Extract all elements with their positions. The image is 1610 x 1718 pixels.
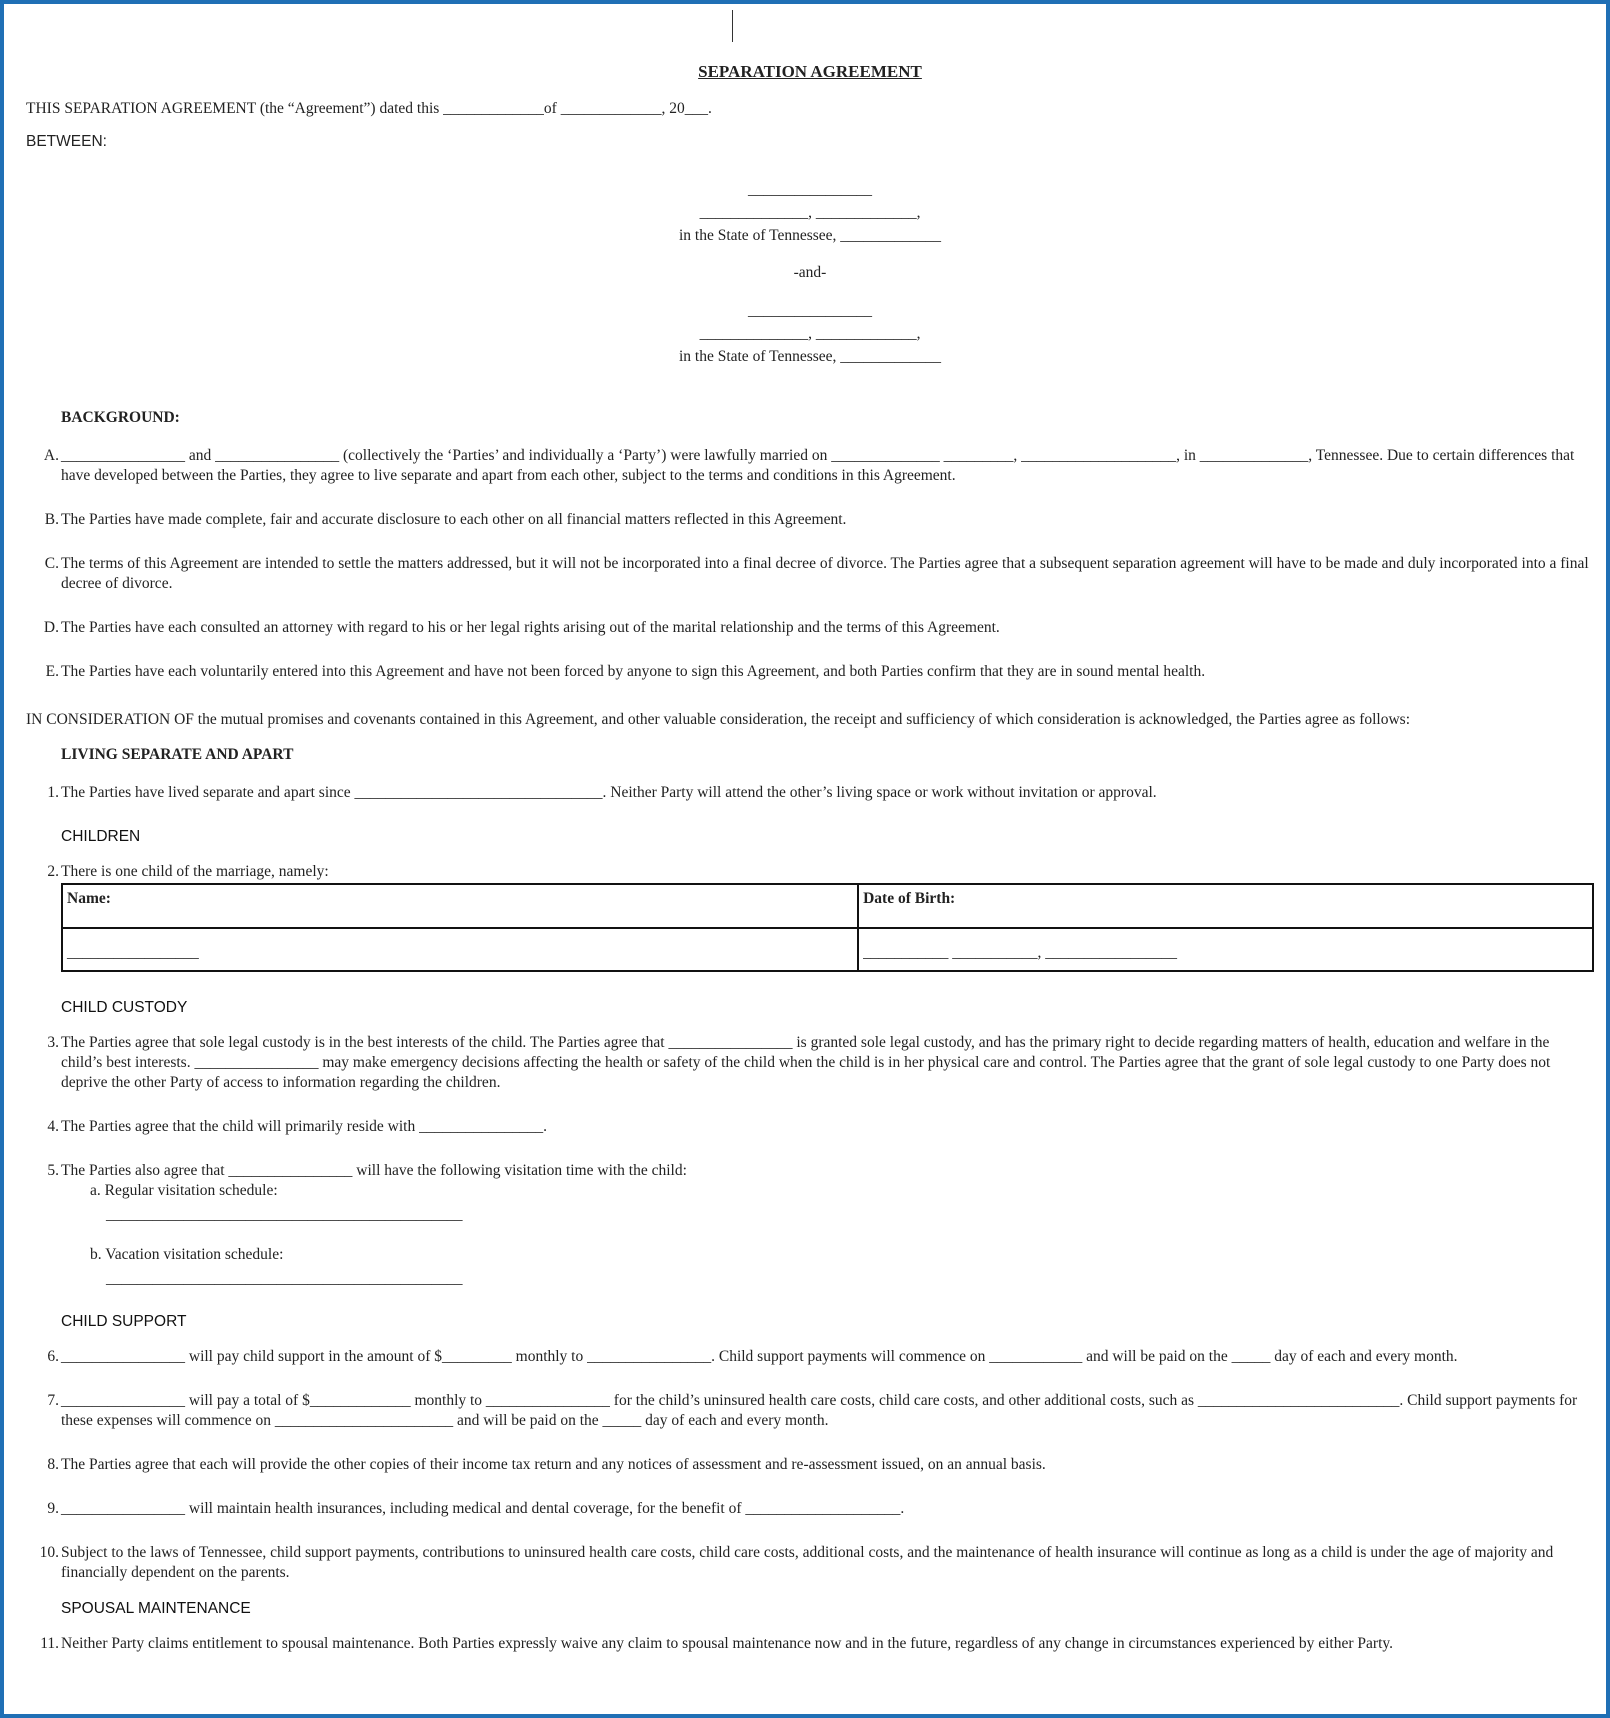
spousal-heading: SPOUSAL MAINTENANCE bbox=[61, 1600, 251, 1617]
clause-10: 10. Subject to the laws of Tennessee, child support payments, contributions to uninsured health care costs, child care costs, additional costs, and the maintenance of health insurance will continue as long as a child is under the age of majority and financially dependent on the parents. bbox=[39, 1544, 1554, 1581]
children-heading: CHILDREN bbox=[61, 828, 141, 845]
children-table bbox=[61, 883, 1594, 972]
party-one-name: ________________ bbox=[748, 181, 872, 198]
table-header-row bbox=[62, 884, 1593, 928]
clause-4: 4. The Parties agree that the child will primarily reside with ________________. bbox=[47, 1118, 547, 1135]
clause-11: 11. Neither Party claims entitlement to spousal maintenance. Both Parties expressly waive any claim to spousal maintenance now and in the future, regardless of any change in circumstances experienced by either Party. bbox=[40, 1635, 1393, 1652]
document-title: SEPARATION AGREEMENT bbox=[698, 62, 922, 81]
child-support-heading: CHILD SUPPORT bbox=[61, 1313, 187, 1330]
clause-1: 1. The Parties have lived separate and apart since ________________________________. Neither Party will attend the other’s living space or work without invitation or approval. bbox=[47, 784, 1157, 801]
intro-paragraph: THIS SEPARATION AGREEMENT (the “Agreement”) dated this _____________of _____________, 20___. bbox=[26, 100, 712, 117]
background-item-b: B. The Parties have made complete, fair and accurate disclosure to each other on all financial matters reflected in this Agreement. bbox=[44, 511, 847, 528]
clause-3: 3. The Parties agree that sole legal custody is in the best interests of the child. The Parties agree that ________________ is granted sole legal custody, and has the primary right to decide regarding matters of health, education and welfare in the child’s best interests. ________________ may make emergency decisions affecting the health or safety of the child when the child is in her physical care and control. The Parties agree that the grant of sole legal custody to one Party does not deprive the other Party of access to information regarding the children. bbox=[47, 1034, 1551, 1091]
text-cursor bbox=[732, 10, 733, 42]
background-item-d: D. The Parties have each consulted an attorney with regard to his or her legal rights arising out of the marital relationship and the terms of this Agreement. bbox=[43, 619, 1000, 636]
visitation-regular-label: a. Regular visitation schedule: bbox=[90, 1182, 278, 1199]
name-column-header: Name: bbox=[62, 884, 858, 928]
background-heading: BACKGROUND: bbox=[61, 409, 180, 426]
party-two-state: in the State of Tennessee, _____________ bbox=[678, 348, 942, 365]
clause-8: 8. The Parties agree that each will provide the other copies of their income tax return and any notices of assessment and re-assessment issued, on an annual basis. bbox=[47, 1456, 1046, 1473]
party-one-block bbox=[26, 178, 1594, 247]
clause-7: 7. ________________ will pay a total of $_____________ monthly to ________________ for the child’s uninsured health care costs, child care costs, and other additional costs, such as __________________________. Child support payments for these expenses will commence on _______________________ and will be paid on the _____ day of each and every month. bbox=[47, 1392, 1578, 1429]
party-one-address: ______________, _____________, bbox=[699, 204, 921, 221]
background-item-e: E. The Parties have each voluntarily entered into this Agreement and have not been forced by anyone to sign this Agreement, and both Parties confirm that they are in sound mental health. bbox=[45, 663, 1206, 680]
table-row bbox=[62, 928, 1593, 971]
child-name-cell[interactable]: _________________ bbox=[62, 928, 858, 971]
background-item-a: A. ________________ and ________________ (collectively the ‘Parties’ and individually a ‘Party’) were lawfully married on ______________ _________, ____________________, in ______________, Tennessee. Due to certain differences that have developed between the Parties, they agree to live separate and apart from each other, subject to the terms and conditions in this Agreement. bbox=[43, 447, 1575, 484]
clause-2: 2. There is one child of the marriage, namely: bbox=[47, 863, 329, 880]
party-two-name: ________________ bbox=[748, 302, 872, 319]
consideration-paragraph: IN CONSIDERATION OF the mutual promises and covenants contained in this Agreement, and other valuable consideration, the receipt and sufficiency of which consideration is acknowledged, the Parties agree as follows: bbox=[26, 711, 1411, 728]
background-item-c: C. The terms of this Agreement are intended to settle the matters addressed, but it will not be incorporated into a final decree of divorce. The Parties agree that a subsequent separation agreement will have to be made and duly incorporated into a final decree of divorce. bbox=[44, 555, 1589, 592]
clause-6: 6. ________________ will pay child support in the amount of $_________ monthly to ________________. Child support payments will commence on ____________ and will be paid on the _____ day of each and every month. bbox=[47, 1348, 1458, 1365]
and-separator: -and- bbox=[793, 264, 827, 281]
custody-heading: CHILD CUSTODY bbox=[61, 999, 188, 1016]
document-page bbox=[26, 56, 1594, 1678]
party-two-block bbox=[26, 299, 1594, 368]
clause-5: 5. The Parties also agree that ________________ will have the following visitation time with the child: bbox=[47, 1162, 687, 1179]
clause-9: 9. ________________ will maintain health insurances, including medical and dental coverage, for the benefit of ____________________. bbox=[47, 1500, 905, 1517]
child-dob-cell[interactable]: ___________ ___________, _________________ bbox=[858, 928, 1593, 971]
living-heading: LIVING SEPARATE AND APART bbox=[61, 746, 294, 763]
visitation-vacation-label: b. Vacation visitation schedule: bbox=[90, 1246, 284, 1263]
between-label: BETWEEN: bbox=[26, 133, 107, 150]
party-one-state: in the State of Tennessee, _____________ bbox=[678, 227, 942, 244]
dob-column-header: Date of Birth: bbox=[858, 884, 1593, 928]
party-two-address: ______________, _____________, bbox=[699, 325, 921, 342]
visitation-vacation-line[interactable]: ______________________________________________ bbox=[106, 1270, 463, 1287]
visitation-regular-line[interactable]: ______________________________________________ bbox=[106, 1206, 463, 1223]
